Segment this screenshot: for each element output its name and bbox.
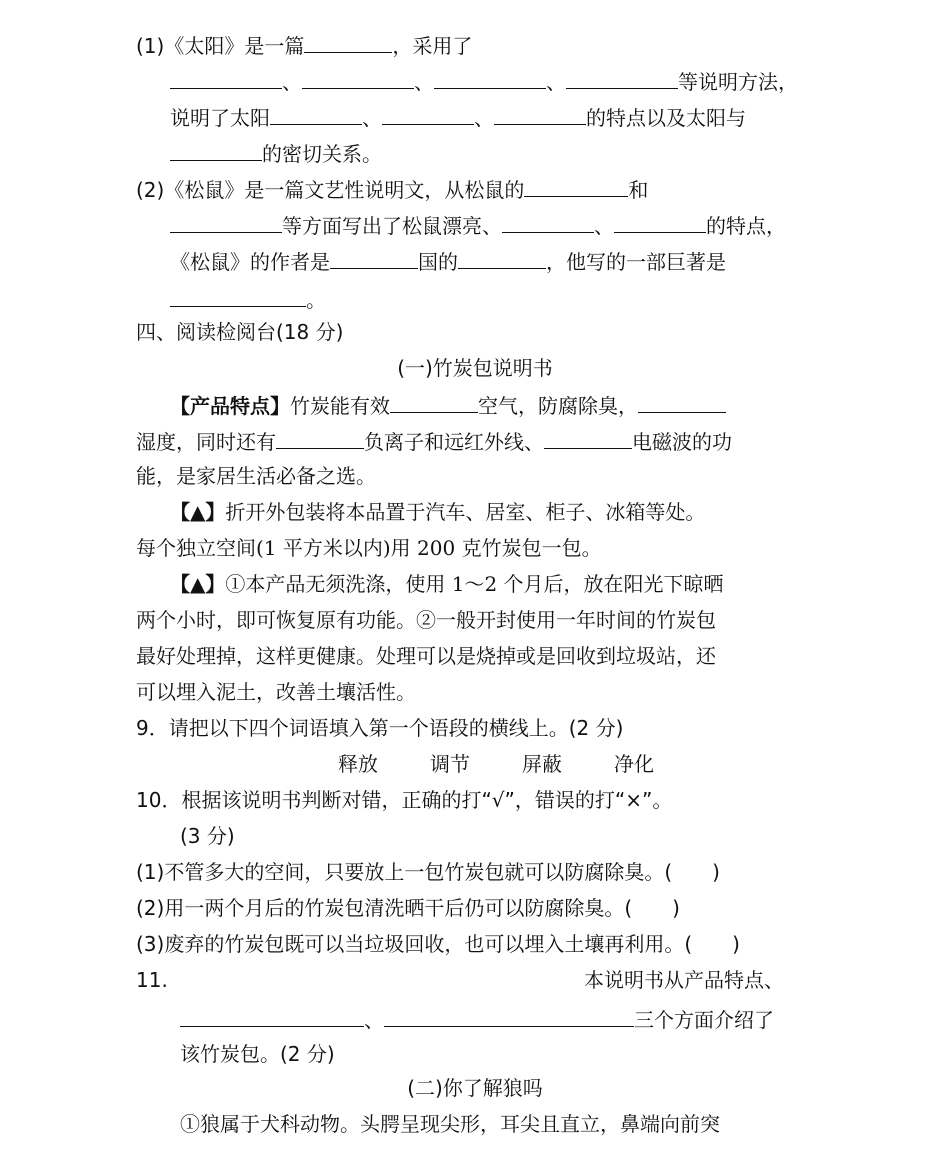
answer-blank[interactable] bbox=[270, 102, 362, 125]
passage2-title: (二)你了解狼吗 bbox=[407, 1076, 543, 1100]
features-line3: 能，是家居生活必备之选。 bbox=[136, 464, 376, 488]
q8-item2-line4: 。 bbox=[170, 284, 326, 312]
q9-word-4: 净化 bbox=[614, 752, 654, 776]
q8-item2-line3: 《松鼠》的作者是 国的 ，他写的一部巨著是 bbox=[170, 246, 726, 274]
usage-line1: 【▲】折开外包装将本品置于汽车、居室、柜子、冰箱等处。 bbox=[170, 500, 706, 524]
answer-blank[interactable] bbox=[434, 66, 546, 89]
answer-blank[interactable] bbox=[330, 246, 418, 269]
usage-line2: 每个独立空间(1 平方米以内)用 200 克竹炭包一包。 bbox=[136, 536, 602, 560]
answer-blank[interactable] bbox=[180, 1004, 364, 1027]
passage2-paragraph1: ①狼属于犬科动物。头腭呈现尖形，耳尖且直立，鼻端向前突 bbox=[180, 1112, 720, 1136]
answer-blank[interactable] bbox=[170, 284, 306, 307]
passage1-title: (一)竹炭包说明书 bbox=[397, 356, 553, 380]
features-line2: 湿度，同时还有 负离子和远红外线、 电磁波的功 bbox=[136, 426, 732, 454]
answer-blank[interactable] bbox=[304, 30, 392, 53]
answer-blank[interactable] bbox=[276, 426, 364, 449]
q8-item1-line4: 的密切关系。 bbox=[170, 138, 382, 166]
notes-line2: 两个小时，即可恢复原有功能。②一般开封使用一年时间的竹炭包 bbox=[136, 608, 716, 632]
answer-blank[interactable] bbox=[390, 390, 478, 413]
answer-blank[interactable] bbox=[638, 390, 726, 413]
section-heading: 四、阅读检阅台(18 分) bbox=[136, 320, 344, 344]
features-line1: 【产品特点】竹炭能有效 空气，防腐除臭， bbox=[170, 390, 726, 418]
q8-item2-line2: 等方面写出了松鼠漂亮、 、 的特点， bbox=[170, 210, 786, 238]
q9-word-2: 调节 bbox=[430, 752, 470, 776]
answer-blank[interactable] bbox=[170, 138, 262, 161]
notes-line3: 最好处理掉，这样更健康。处理可以是烧掉或是回收到垃圾站，还 bbox=[136, 644, 716, 668]
answer-blank[interactable] bbox=[382, 102, 474, 125]
question-10: 10．根据该说明书判断对错，正确的打“√”，错误的打“×”。 bbox=[136, 788, 673, 812]
question-11-line2: 、 三个方面介绍了 bbox=[180, 1004, 774, 1032]
answer-blank[interactable] bbox=[458, 246, 546, 269]
question-11-line3: 该竹炭包。(2 分) bbox=[180, 1042, 335, 1066]
answer-blank[interactable] bbox=[302, 66, 414, 89]
q9-word-1: 释放 bbox=[338, 752, 378, 776]
notes-line4: 可以埋入泥土，改善土壤活性。 bbox=[136, 680, 416, 704]
q10-statement-3[interactable]: (3)废弃的竹炭包既可以当垃圾回收，也可以埋入土壤再利用。( ) bbox=[136, 932, 740, 956]
answer-blank[interactable] bbox=[384, 1004, 634, 1027]
features-label: 【产品特点】 bbox=[170, 394, 290, 418]
notes-line1: 【▲】①本产品无须洗涤，使用 1～2 个月后，放在阳光下晾晒 bbox=[170, 572, 724, 596]
q10-statement-1[interactable]: (1)不管多大的空间，只要放上一包竹炭包就可以防腐除臭。( ) bbox=[136, 860, 720, 884]
section-label-hidden: 【▲】 bbox=[170, 572, 226, 596]
answer-blank[interactable] bbox=[494, 102, 586, 125]
q8-item1-line3: 说明了太阳 、 、 的特点以及太阳与 bbox=[170, 102, 746, 130]
question-11-line1: 本说明书从产品特点、 bbox=[584, 968, 784, 992]
q8-item1-line1: (1)《太阳》是一篇 ，采用了 bbox=[136, 30, 472, 58]
q8-item1-line2: 、 、 、 等说明方法， bbox=[170, 66, 798, 94]
question-10-score: (3 分) bbox=[180, 824, 235, 848]
q8-item2-line1: (2)《松鼠》是一篇文艺性说明文，从松鼠的 和 bbox=[136, 174, 648, 202]
answer-blank[interactable] bbox=[544, 426, 632, 449]
answer-blank[interactable] bbox=[170, 66, 282, 89]
answer-blank[interactable] bbox=[566, 66, 678, 89]
answer-blank[interactable] bbox=[170, 210, 282, 233]
question-9: 9．请把以下四个词语填入第一个语段的横线上。(2 分) bbox=[136, 716, 624, 740]
question-11-number: 11. bbox=[136, 968, 168, 992]
q9-word-3: 屏蔽 bbox=[522, 752, 562, 776]
q10-statement-2[interactable]: (2)用一两个月后的竹炭包清洗晒干后仍可以防腐除臭。( ) bbox=[136, 896, 680, 920]
section-label-hidden: 【▲】 bbox=[170, 500, 226, 524]
answer-blank[interactable] bbox=[502, 210, 594, 233]
answer-blank[interactable] bbox=[524, 174, 628, 197]
answer-blank[interactable] bbox=[614, 210, 706, 233]
